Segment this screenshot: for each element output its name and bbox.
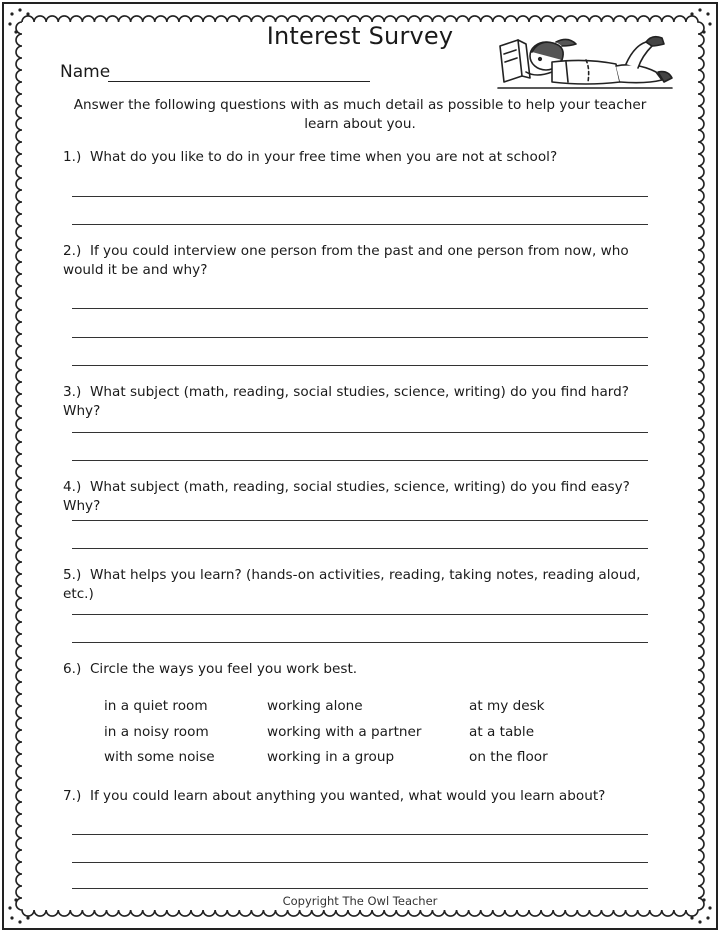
name-field-line[interactable] <box>108 81 370 82</box>
decorative-dot <box>698 8 701 11</box>
name-label: Name <box>60 62 111 82</box>
page-title: Interest Survey <box>266 22 454 50</box>
question-text: What helps you learn? (hands-on activities, reading, taking notes, reading aloud, etc.) <box>63 567 641 602</box>
decorative-dot <box>706 916 709 919</box>
option-working-partner[interactable]: working with a partner <box>267 724 422 740</box>
girl-reading-book-illustration <box>496 32 674 92</box>
question-7 <box>63 787 663 806</box>
question-number: 7.) <box>63 788 82 804</box>
decorative-dot <box>26 12 29 15</box>
question-number: 5.) <box>63 567 82 583</box>
option-noisy-room[interactable]: in a noisy room <box>104 724 209 740</box>
answer-line[interactable] <box>72 888 648 889</box>
answer-line[interactable] <box>72 862 648 863</box>
copyright-text: Copyright The Owl Teacher <box>282 894 438 908</box>
decorative-dot <box>18 8 21 11</box>
question-number: 6.) <box>63 661 82 677</box>
question-2 <box>63 242 663 280</box>
answer-line[interactable] <box>72 834 648 835</box>
answer-line[interactable] <box>72 308 648 309</box>
question-text: Circle the ways you feel you work best. <box>89 661 358 677</box>
answer-line[interactable] <box>72 337 648 338</box>
option-working-alone[interactable]: working alone <box>267 698 363 714</box>
question-1 <box>63 148 663 167</box>
option-on-floor[interactable]: on the floor <box>469 749 548 765</box>
instructions: Answer the following questions with as much detail as possible to help your teacher learn about you. <box>73 97 647 132</box>
option-at-desk[interactable]: at my desk <box>469 698 545 714</box>
question-number: 2.) <box>63 243 82 259</box>
answer-line[interactable] <box>72 224 648 225</box>
answer-line[interactable] <box>72 196 648 197</box>
decorative-dot <box>10 916 13 919</box>
option-working-group[interactable]: working in a group <box>267 749 395 765</box>
answer-line[interactable] <box>72 548 648 549</box>
decorative-dot <box>706 12 709 15</box>
option-at-table[interactable]: at a table <box>469 724 535 740</box>
answer-line[interactable] <box>72 520 648 521</box>
decorative-dot <box>26 916 29 919</box>
decorative-dot <box>690 916 693 919</box>
answer-line[interactable] <box>72 614 648 615</box>
question-number: 1.) <box>63 149 82 165</box>
question-number: 4.) <box>63 479 82 495</box>
decorative-dot <box>18 920 21 923</box>
answer-line[interactable] <box>72 365 648 366</box>
question-text: What do you like to do in your free time when you are not at school? <box>89 149 558 165</box>
decorative-dot <box>690 12 693 15</box>
question-3 <box>63 383 663 421</box>
question-4 <box>63 478 663 516</box>
answer-line[interactable] <box>72 460 648 461</box>
decorative-dot <box>10 12 13 15</box>
question-number: 3.) <box>63 384 82 400</box>
answer-line[interactable] <box>72 432 648 433</box>
option-quiet-room[interactable]: in a quiet room <box>104 698 208 714</box>
answer-line[interactable] <box>72 642 648 643</box>
question-text: What subject (math, reading, social studies, science, writing) do you find hard? Why? <box>63 384 629 419</box>
question-text: If you could learn about anything you wanted, what would you learn about? <box>89 788 606 804</box>
decorative-dot <box>698 920 701 923</box>
question-text: What subject (math, reading, social studies, science, writing) do you find easy? Why? <box>63 479 630 514</box>
question-5 <box>63 566 663 604</box>
option-some-noise[interactable]: with some noise <box>104 749 215 765</box>
question-text: If you could interview one person from the past and one person from now, who would it be and why? <box>63 243 629 278</box>
question-6 <box>63 660 663 679</box>
